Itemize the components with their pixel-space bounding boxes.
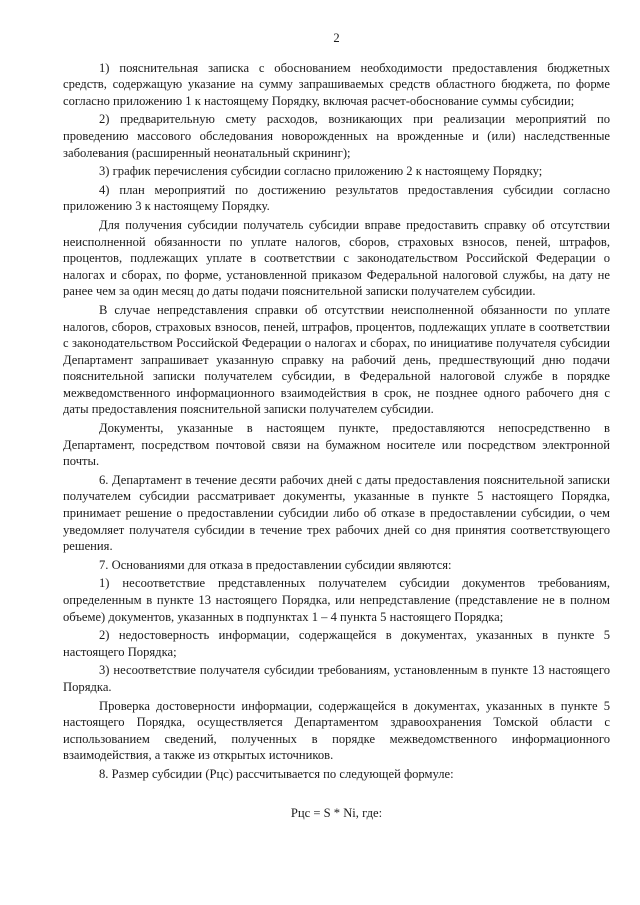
paragraph: 7. Основаниями для отказа в предоставлении субсидии являются: <box>99 557 452 572</box>
paragraph: 4) план мероприятий по достижению результатов предоставления субсидии согласно приложению 3 к настоящему Порядку. <box>63 182 610 214</box>
paragraph: Для получения субсидии получатель субсидии вправе предоставить справку об отсутствии неисполненной обязанности по уплате налогов, сборов, страховых взносов, пеней, штрафов, процентов, подлежащих уплате в соответствии с законодательством Российской Федерации о налогах и сборах, по форме, установленной приказом Федеральной налоговой службы, на дату не ранее чем за один месяц до даты подачи пояснительной записки получателем субсидии. <box>63 217 610 299</box>
paragraph: 8. Размер субсидии (Рцс) рассчитывается по следующей формуле: <box>99 766 454 781</box>
paragraph: 3) несоответствие получателя субсидии требованиям, установленным в пункте 13 настоящего Порядка. <box>63 663 610 694</box>
page-number: 2 <box>333 31 340 45</box>
paragraph: Проверка достоверности информации, содержащейся в документах, указанных в пункте 5 настоящего Порядка, осуществляется Департаментом здравоохранения Томской области с использованием сведений, полученных в порядке межведомственного информационного взаимодействия, а также из открытых источников. <box>63 698 610 763</box>
paragraph: Документы, указанные в настоящем пункте, предоставляются непосредственно в Департамент, посредством почтовой связи на бумажном носителе или посредством электронной почты. <box>63 421 610 469</box>
paragraph: В случае непредставления справки об отсутствии неисполненной обязанности по уплате налогов, сборов, страховых взносов, пеней, штрафов, процентов, подлежащих уплате в соответствии с законодательством Российской Федерации о налогах и сборах, по инициативе получателя субсидии Департамент запрашивает указанную справку на рабочий день, предшествующий дню подачи пояснительной записки получателем субсидии, в Федеральной налоговой службе в порядке межведомственного информационного взаимодействия в срок, не позднее одного рабочего дня с даты предоставления пояснительной записки получателем субсидии. <box>63 302 610 417</box>
paragraph: 3) график перечисления субсидии согласно приложению 2 к настоящему Порядку; <box>99 164 543 179</box>
document-page <box>63 30 610 821</box>
paragraph: 1) несоответствие представленных получателем субсидии документов требованиям, определенным в пункте 13 настоящего Порядка, или непредставление (представление не в полном объеме) документов, указанных в подпунктах 1 – 4 пункта 5 настоящего Порядка; <box>63 576 610 624</box>
formula: Рцс = S * Ni, где: <box>290 805 383 820</box>
paragraph: 2) предварительную смету расходов, возникающих при реализации мероприятий по проведению массового обследования новорожденных на врожденные и (или) наследственные заболевания (расширенный неонатальный скрининг); <box>63 112 610 160</box>
paragraph: 6. Департамент в течение десяти рабочих дней с даты предоставления пояснительной записки получателем субсидии рассматривает документы, указанные в пункте 5 настоящего Порядка, принимает решение о предоставлении субсидии либо об отказе в предоставлении субсидии, о чем уведомляет получателя субсидии в течение трех рабочих дней со дня принятия соответствующего решения. <box>63 472 610 554</box>
paragraph: 1) пояснительная записка с обоснованием необходимости предоставления бюджетных средств, содержащую указание на сумму запрашиваемых средств областного бюджета, по форме согласно приложению 1 к настоящему Порядку, включая расчет-обоснование суммы субсидии; <box>63 60 610 108</box>
paragraph: 2) недостоверность информации, содержащейся в документах, указанных в пункте 5 настоящего Порядка; <box>63 628 610 659</box>
